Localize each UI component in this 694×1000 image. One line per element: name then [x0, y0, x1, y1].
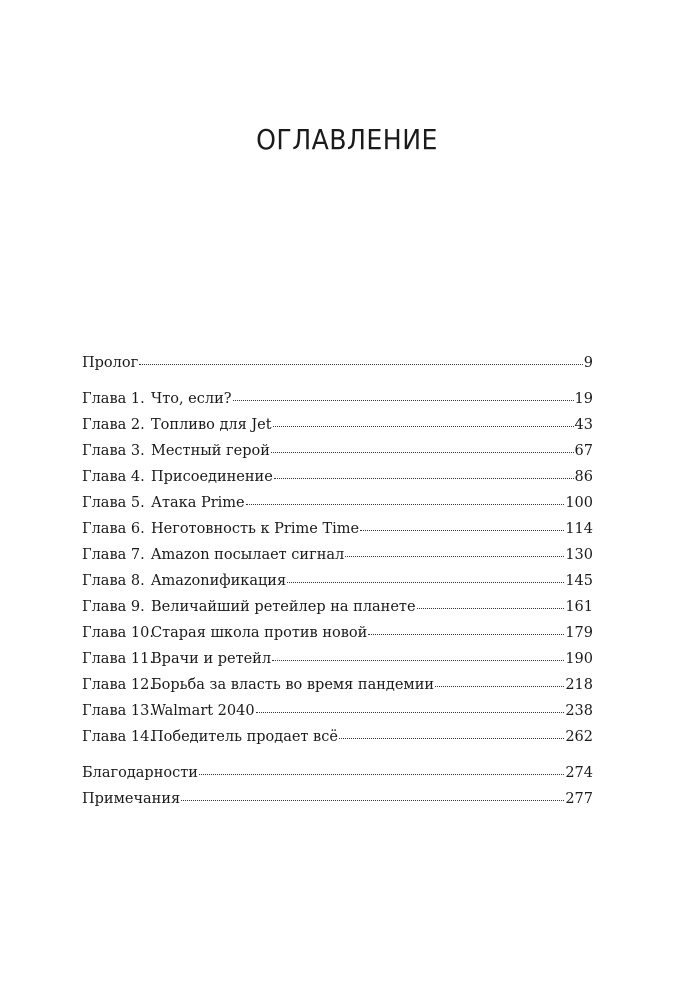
chapter-number: Глава 3.	[82, 443, 145, 459]
chapter-number: Глава 2.	[82, 417, 145, 433]
toc-entry-chapter[interactable]	[82, 620, 593, 646]
toc-entry-chapter[interactable]	[82, 386, 593, 412]
chapter-title: Местный герой	[151, 443, 270, 459]
chapter-number: Глава 9.	[82, 599, 145, 615]
toc-entry-label: Примечания	[82, 791, 181, 807]
dot-leader	[199, 774, 564, 775]
chapter-title: Величайший ретейлер на планете	[151, 599, 416, 615]
toc-page-number: 277	[565, 791, 593, 807]
chapter-title: Врачи и ретейл	[151, 651, 272, 667]
toc-page-number: 114	[565, 521, 593, 537]
chapter-title: Amazon посылает сигнал	[151, 547, 345, 563]
toc-page-number: 43	[574, 417, 593, 433]
chapter-title: Атака Prime	[151, 495, 245, 511]
toc-chapters-group	[82, 386, 593, 750]
chapter-number: Глава 7.	[82, 547, 145, 563]
toc-page-number: 9	[583, 355, 593, 371]
chapter-number: Глава 5.	[82, 495, 145, 511]
chapter-title: Старая школа против новой	[151, 625, 368, 641]
toc-back-matter-group	[82, 760, 593, 812]
table-of-contents	[82, 350, 593, 812]
toc-page-number: 274	[565, 765, 593, 781]
toc-page-number: 218	[565, 677, 593, 693]
toc-prologue-group	[82, 350, 593, 376]
chapter-number: Глава 4.	[82, 469, 145, 485]
toc-page-number: 19	[574, 391, 593, 407]
page-title: ОГЛАВЛЕНИЕ	[256, 122, 438, 156]
toc-page-number: 86	[574, 469, 593, 485]
toc-entry-chapter[interactable]	[82, 646, 593, 672]
chapter-title: Amazonификация	[151, 573, 287, 589]
toc-entry-chapter[interactable]	[82, 516, 593, 542]
toc-entry-chapter[interactable]	[82, 438, 593, 464]
toc-entry-label: Благодарности	[82, 765, 198, 781]
toc-page-number: 67	[574, 443, 593, 459]
toc-page-number: 190	[565, 651, 593, 667]
toc-entry-chapter[interactable]	[82, 542, 593, 568]
dot-leader	[339, 738, 564, 739]
toc-page-number: 145	[565, 573, 593, 589]
chapter-title: Борьба за власть во время пандемии	[151, 677, 435, 693]
chapter-title: Присоединение	[151, 469, 273, 485]
dot-leader	[272, 660, 564, 661]
dot-leader	[139, 364, 583, 365]
toc-page-number: 262	[565, 729, 593, 745]
dot-leader	[233, 400, 574, 401]
toc-entry-chapter[interactable]	[82, 464, 593, 490]
toc-page-number: 238	[565, 703, 593, 719]
dot-leader	[287, 582, 564, 583]
dot-leader	[360, 530, 564, 531]
dot-leader	[368, 634, 564, 635]
chapter-title: Топливо для Jet	[151, 417, 272, 433]
chapter-number: Глава 11.	[82, 651, 154, 667]
toc-entry-chapter[interactable]	[82, 672, 593, 698]
chapter-title: Победитель продает всё	[151, 729, 338, 745]
chapter-number: Глава 8.	[82, 573, 145, 589]
chapter-number: Глава 6.	[82, 521, 145, 537]
toc-entry-prologue[interactable]	[82, 350, 593, 376]
toc-entry-acknowledgements[interactable]	[82, 760, 593, 786]
chapter-number: Глава 10.	[82, 625, 154, 641]
dot-leader	[181, 800, 564, 801]
dot-leader	[246, 504, 565, 505]
toc-page-number: 161	[565, 599, 593, 615]
toc-entry-chapter[interactable]	[82, 698, 593, 724]
toc-page-number: 100	[565, 495, 593, 511]
chapter-number: Глава 12.	[82, 677, 154, 693]
chapter-number: Глава 14.	[82, 729, 154, 745]
toc-entry-chapter[interactable]	[82, 568, 593, 594]
dot-leader	[273, 426, 574, 427]
chapter-title: Что, если?	[151, 391, 232, 407]
toc-entry-chapter[interactable]	[82, 594, 593, 620]
dot-leader	[256, 712, 565, 713]
toc-entry-chapter[interactable]	[82, 724, 593, 750]
toc-page-number: 179	[565, 625, 593, 641]
dot-leader	[435, 686, 564, 687]
toc-entry-chapter[interactable]	[82, 412, 593, 438]
toc-entry-label: Пролог	[82, 355, 139, 371]
dot-leader	[271, 452, 574, 453]
toc-page-number: 130	[565, 547, 593, 563]
toc-entry-notes[interactable]	[82, 786, 593, 812]
dot-leader	[417, 608, 565, 609]
chapter-number: Глава 13.	[82, 703, 154, 719]
chapter-title: Неготовность к Prime Time	[151, 521, 360, 537]
chapter-number: Глава 1.	[82, 391, 145, 407]
dot-leader	[274, 478, 574, 479]
chapter-title: Walmart 2040	[151, 703, 255, 719]
dot-leader	[345, 556, 564, 557]
toc-entry-chapter[interactable]	[82, 490, 593, 516]
